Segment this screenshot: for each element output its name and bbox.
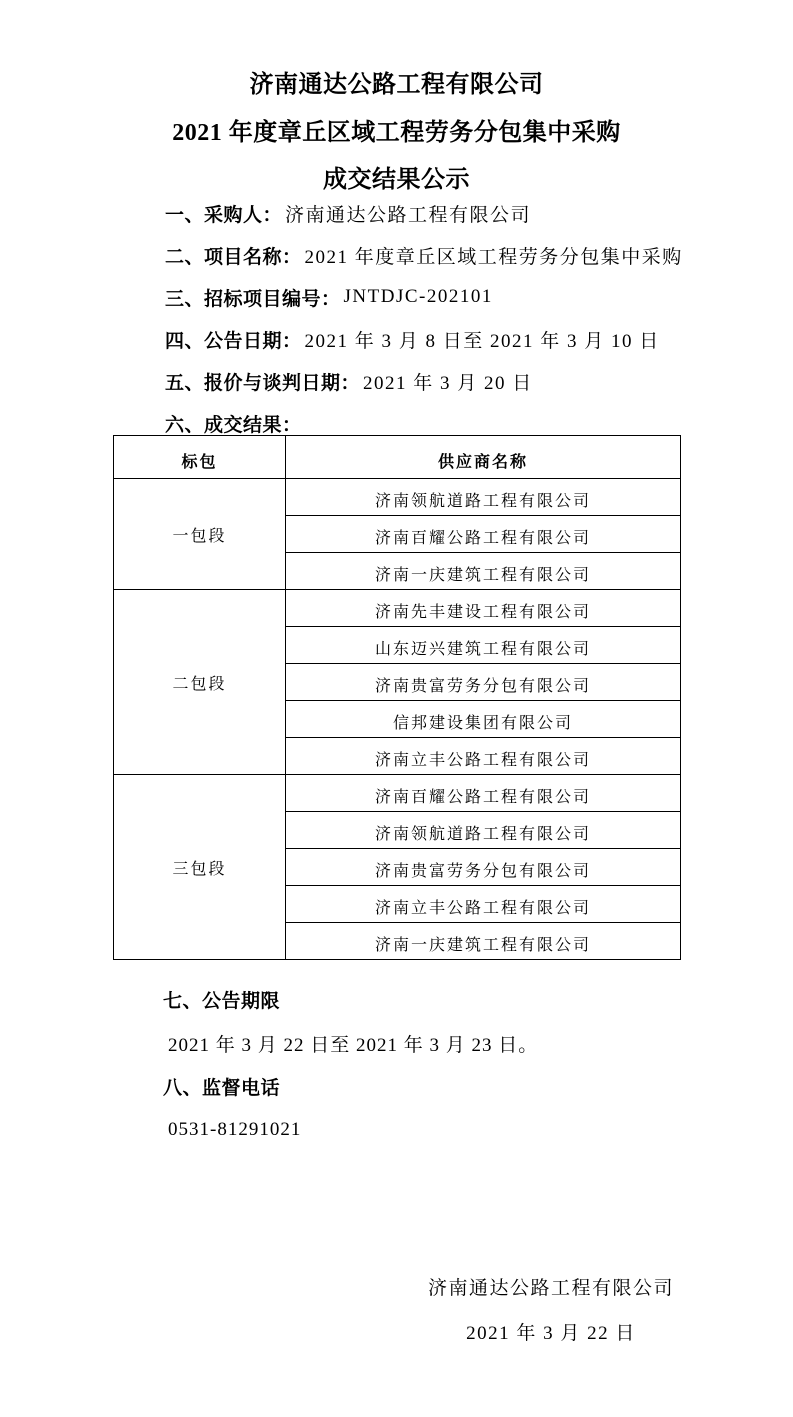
item-tender-number [165, 276, 745, 318]
item-negotiation-date-label: 五、报价与谈判日期： [165, 372, 361, 394]
table-row [114, 479, 681, 516]
supplier-cell: 济南立丰公路工程有限公司 [286, 738, 681, 775]
supplier-cell: 济南领航道路工程有限公司 [286, 812, 681, 849]
section-announcement-period-heading: 七、公告期限 [163, 991, 281, 1013]
package-cell: 三包段 [114, 775, 286, 960]
numbered-items [165, 192, 745, 444]
closing-sections [163, 978, 723, 1152]
table-row [114, 775, 681, 812]
table-header-supplier: 供应商名称 [286, 436, 681, 479]
supplier-cell: 济南一庆建筑工程有限公司 [286, 553, 681, 590]
package-cell: 二包段 [114, 590, 286, 775]
item-project-name-value: 2021 年度章丘区域工程劳务分包集中采购 [304, 246, 683, 268]
item-purchaser [165, 192, 745, 234]
signature-date: 2021 年 3 月 22 日 [466, 1323, 636, 1344]
item-negotiation-date-value: 2021 年 3 月 20 日 [363, 372, 533, 394]
table-header-row [114, 436, 681, 479]
supplier-cell: 济南贵富劳务分包有限公司 [286, 664, 681, 701]
item-announcement-date [165, 318, 745, 360]
table-header-package: 标包 [114, 436, 286, 479]
package-cell: 一包段 [114, 479, 286, 590]
signature-block [422, 1266, 680, 1356]
item-project-name [165, 234, 745, 276]
item-project-name-label: 二、项目名称： [165, 246, 302, 268]
supplier-cell: 济南立丰公路工程有限公司 [286, 886, 681, 923]
item-tender-number-value: JNTDJC-202101 [343, 286, 493, 307]
supplier-cell: 山东迈兴建筑工程有限公司 [286, 627, 681, 664]
item-announcement-date-label: 四、公告日期： [165, 330, 302, 352]
title-line-company: 济南通达公路工程有限公司 [249, 72, 544, 98]
item-purchaser-value: 济南通达公路工程有限公司 [285, 204, 532, 226]
document-title-block [0, 62, 793, 205]
section-supervision-phone-heading: 八、监督电话 [163, 1078, 281, 1100]
item-purchaser-label: 一、采购人： [165, 204, 283, 226]
title-line-project: 2021 年度章丘区域工程劳务分包集中采购 [172, 119, 621, 146]
supplier-cell: 济南百耀公路工程有限公司 [286, 516, 681, 553]
table-row [114, 590, 681, 627]
supplier-cell: 信邦建设集团有限公司 [286, 701, 681, 738]
result-table [113, 435, 681, 960]
title-line-announcement: 成交结果公示 [323, 167, 470, 193]
signature-company: 济南通达公路工程有限公司 [427, 1278, 674, 1299]
section-announcement-period-body: 2021 年 3 月 22 日至 2021 年 3 月 23 日。 [168, 1034, 539, 1056]
result-table-container [113, 435, 681, 960]
supplier-cell: 济南一庆建筑工程有限公司 [286, 923, 681, 960]
supplier-cell: 济南先丰建设工程有限公司 [286, 590, 681, 627]
item-tender-number-label: 三、招标项目编号： [165, 288, 341, 310]
item-announcement-date-value: 2021 年 3 月 8 日至 2021 年 3 月 10 日 [304, 330, 660, 352]
supplier-cell: 济南百耀公路工程有限公司 [286, 775, 681, 812]
supplier-cell: 济南贵富劳务分包有限公司 [286, 849, 681, 886]
item-result-heading-label: 六、成交结果： [165, 414, 302, 436]
item-negotiation-date [165, 360, 745, 402]
supplier-cell: 济南领航道路工程有限公司 [286, 479, 681, 516]
section-supervision-phone-body: 0531-81291021 [168, 1119, 302, 1141]
